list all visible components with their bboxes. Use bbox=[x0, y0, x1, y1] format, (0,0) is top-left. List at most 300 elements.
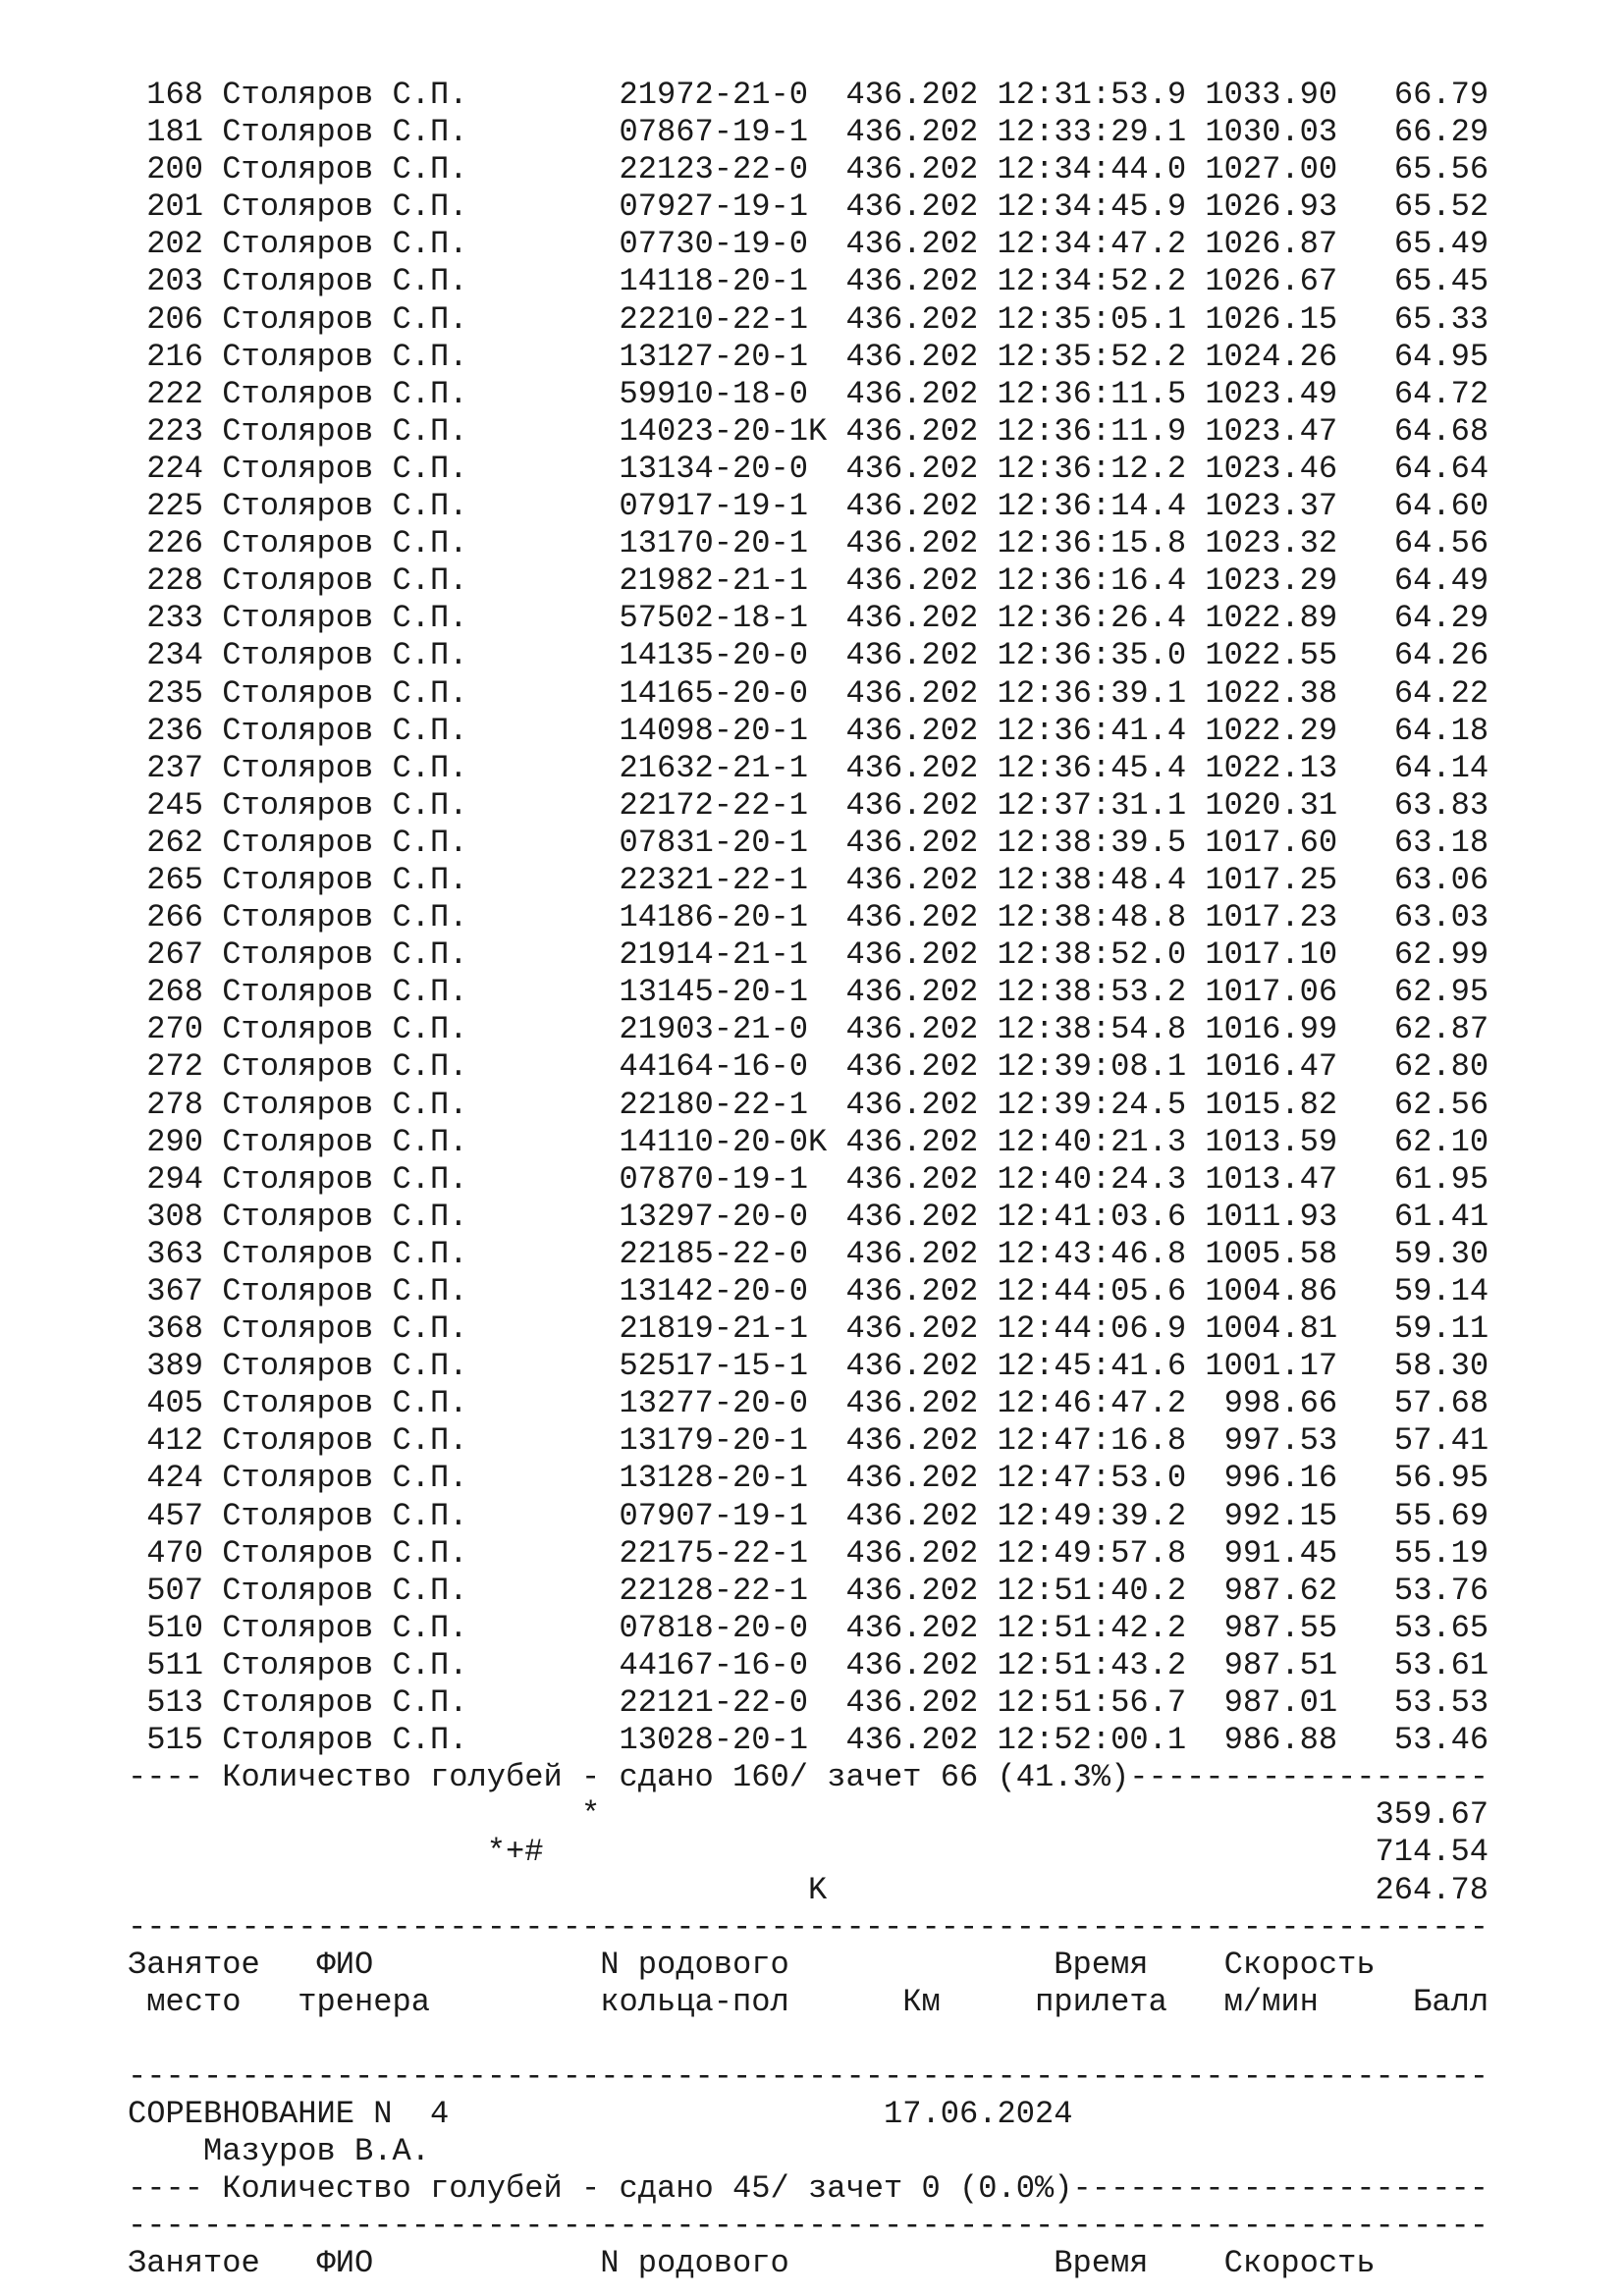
place-cell: 267 bbox=[128, 936, 223, 974]
time-cell: 12:38:39.5 bbox=[997, 824, 1206, 861]
ring-cell: 22172-22-1 bbox=[619, 786, 846, 824]
time-cell: 12:34:52.2 bbox=[997, 263, 1206, 300]
header-speed: Скорость bbox=[1223, 2245, 1376, 2282]
speed-cell: 1027.00 bbox=[1205, 151, 1338, 188]
place-cell: 511 bbox=[128, 1646, 223, 1683]
table-row bbox=[128, 525, 1561, 562]
points-cell: 63.06 bbox=[1337, 861, 1489, 898]
time-cell: 12:49:39.2 bbox=[997, 1497, 1206, 1534]
km-cell: 436.202 bbox=[845, 674, 998, 712]
time-cell: 12:37:31.1 bbox=[997, 786, 1206, 824]
points-cell: 61.41 bbox=[1337, 1198, 1489, 1235]
table-row bbox=[128, 1647, 1561, 1684]
ring-cell: 13128-20-1 bbox=[619, 1460, 846, 1497]
speed-cell: 1022.13 bbox=[1205, 749, 1338, 786]
ring-cell: 14186-20-1 bbox=[619, 899, 846, 936]
time-cell: 12:39:24.5 bbox=[997, 1086, 1206, 1123]
trainer-cell: Столяров С.П. bbox=[222, 226, 620, 263]
km-cell: 436.202 bbox=[845, 525, 998, 562]
speed-cell: 992.15 bbox=[1205, 1497, 1338, 1534]
place-cell: 470 bbox=[128, 1534, 223, 1572]
speed-cell: 1017.25 bbox=[1205, 861, 1338, 898]
place-cell: 457 bbox=[128, 1497, 223, 1534]
speed-cell: 987.55 bbox=[1205, 1609, 1338, 1646]
time-cell: 12:52:00.1 bbox=[997, 1722, 1206, 1759]
header-speed-2: м/мин bbox=[1223, 1983, 1414, 2020]
table-row bbox=[128, 862, 1561, 899]
points-cell: 64.18 bbox=[1337, 712, 1489, 749]
trainer-cell: Столяров С.П. bbox=[222, 450, 620, 487]
km-cell: 436.202 bbox=[845, 1011, 998, 1048]
table-row bbox=[128, 413, 1561, 451]
ring-cell: 21914-21-1 bbox=[619, 936, 846, 974]
place-cell: 235 bbox=[128, 674, 223, 712]
header-name: ФИО bbox=[316, 2245, 601, 2282]
time-cell: 12:33:29.1 bbox=[997, 114, 1206, 151]
trainer-cell: Столяров С.П. bbox=[222, 562, 620, 600]
km-cell: 436.202 bbox=[845, 1722, 998, 1759]
speed-cell: 1022.38 bbox=[1205, 674, 1338, 712]
time-cell: 12:39:08.1 bbox=[997, 1048, 1206, 1086]
km-cell: 436.202 bbox=[845, 1160, 998, 1198]
trainer-cell: Столяров С.П. bbox=[222, 1348, 620, 1385]
place-cell: 181 bbox=[128, 114, 223, 151]
km-cell: 436.202 bbox=[845, 488, 998, 525]
place-cell: 272 bbox=[128, 1048, 223, 1086]
speed-cell: 1022.29 bbox=[1205, 712, 1338, 749]
place-cell: 265 bbox=[128, 861, 223, 898]
ring-cell: 13297-20-0 bbox=[619, 1198, 846, 1235]
speed-cell: 1017.06 bbox=[1205, 974, 1338, 1011]
km-cell: 436.202 bbox=[845, 786, 998, 824]
km-cell: 436.202 bbox=[845, 1572, 998, 1609]
time-cell: 12:40:21.3 bbox=[997, 1123, 1206, 1160]
trainer-cell: Столяров С.П. bbox=[222, 1011, 620, 1048]
ring-cell: 52517-15-1 bbox=[619, 1348, 846, 1385]
points-cell: 62.56 bbox=[1337, 1086, 1489, 1123]
competition-title-line bbox=[128, 2096, 1561, 2133]
competition-trainer-line bbox=[128, 2133, 1561, 2170]
table-row bbox=[128, 451, 1561, 488]
points-cell: 64.56 bbox=[1337, 525, 1489, 562]
trainer-cell: Столяров С.П. bbox=[222, 1422, 620, 1460]
table-row bbox=[128, 1273, 1561, 1310]
time-cell: 12:34:45.9 bbox=[997, 188, 1206, 226]
header-speed: Скорость bbox=[1223, 1946, 1376, 1983]
speed-cell: 1005.58 bbox=[1205, 1235, 1338, 1272]
summary-count-line: ---- Количество голубей - сдано 160/ зачет 66 (41.3%)------------------- bbox=[128, 1759, 1489, 1796]
time-cell: 12:38:52.0 bbox=[997, 936, 1206, 974]
header-time: Время bbox=[1054, 2245, 1224, 2282]
trainer-cell: Столяров С.П. bbox=[222, 77, 620, 113]
ring-cell: 13127-20-1 bbox=[619, 338, 846, 375]
points-cell: 57.68 bbox=[1337, 1385, 1489, 1422]
time-cell: 12:36:41.4 bbox=[997, 712, 1206, 749]
competition-date: 17.06.2024 bbox=[884, 2096, 1073, 2133]
table-row bbox=[128, 1385, 1561, 1422]
speed-cell: 1022.89 bbox=[1205, 600, 1338, 637]
rule-2: ------------------------------------------------------------------------ bbox=[128, 2057, 1489, 2095]
km-cell: 436.202 bbox=[845, 412, 998, 450]
km-cell: 436.202 bbox=[845, 1310, 998, 1348]
speed-cell: 1026.67 bbox=[1205, 263, 1338, 300]
table-row bbox=[128, 974, 1561, 1011]
place-cell: 245 bbox=[128, 786, 223, 824]
ring-cell: 21982-21-1 bbox=[619, 562, 846, 600]
trainer-cell: Столяров С.П. bbox=[222, 1684, 620, 1722]
trainer-cell: Столяров С.П. bbox=[222, 188, 620, 226]
table-row bbox=[128, 713, 1561, 750]
points-cell: 53.53 bbox=[1337, 1684, 1489, 1722]
summary-totals bbox=[128, 1796, 1561, 1908]
time-cell: 12:43:46.8 bbox=[997, 1235, 1206, 1272]
trainer-cell: Столяров С.П. bbox=[222, 1273, 620, 1309]
blank-line bbox=[128, 2021, 1561, 2058]
time-cell: 12:36:39.1 bbox=[997, 674, 1206, 712]
total-value: 264.78 bbox=[827, 1871, 1489, 1908]
trainer-cell: Столяров С.П. bbox=[222, 412, 620, 450]
points-cell: 62.95 bbox=[1337, 974, 1489, 1011]
place-cell: 515 bbox=[128, 1722, 223, 1759]
table-header-bottom bbox=[128, 2245, 1561, 2282]
km-cell: 436.202 bbox=[845, 1646, 998, 1683]
ring-cell: 22123-22-0 bbox=[619, 151, 846, 188]
competition-count-line: ---- Количество голубей - сдано 45/ зачет 0 (0.0%)---------------------- bbox=[128, 2170, 1489, 2208]
trainer-cell: Столяров С.П. bbox=[222, 300, 620, 338]
place-cell: 226 bbox=[128, 525, 223, 562]
points-cell: 55.69 bbox=[1337, 1497, 1489, 1534]
trainer-cell: Столяров С.П. bbox=[222, 1385, 620, 1422]
table-row bbox=[128, 301, 1561, 339]
ring-cell: 13028-20-1 bbox=[619, 1722, 846, 1759]
points-cell: 64.95 bbox=[1337, 338, 1489, 375]
points-cell: 63.03 bbox=[1337, 899, 1489, 936]
km-cell: 436.202 bbox=[845, 974, 998, 1011]
ring-cell: 22321-22-1 bbox=[619, 861, 846, 898]
ring-cell: 22180-22-1 bbox=[619, 1086, 846, 1123]
km-cell: 436.202 bbox=[845, 151, 998, 188]
time-cell: 12:38:48.4 bbox=[997, 861, 1206, 898]
ring-cell: 22175-22-1 bbox=[619, 1534, 846, 1572]
trainer-cell: Столяров С.П. bbox=[222, 899, 620, 936]
speed-cell: 1013.47 bbox=[1205, 1160, 1338, 1198]
ring-cell: 13134-20-0 bbox=[619, 450, 846, 487]
points-cell: 64.49 bbox=[1337, 562, 1489, 600]
total-value: 359.67 bbox=[600, 1796, 1489, 1834]
trainer-cell: Столяров С.П. bbox=[222, 749, 620, 786]
time-cell: 12:36:16.4 bbox=[997, 562, 1206, 600]
speed-cell: 1020.31 bbox=[1205, 786, 1338, 824]
points-cell: 65.45 bbox=[1337, 263, 1489, 300]
place-cell: 237 bbox=[128, 749, 223, 786]
points-cell: 58.30 bbox=[1337, 1348, 1489, 1385]
time-cell: 12:36:14.4 bbox=[997, 488, 1206, 525]
km-cell: 436.202 bbox=[845, 338, 998, 375]
speed-cell: 1026.15 bbox=[1205, 300, 1338, 338]
table-row bbox=[128, 1498, 1561, 1535]
competition-number: 4 bbox=[410, 2096, 885, 2133]
time-cell: 12:47:53.0 bbox=[997, 1460, 1206, 1497]
km-cell: 436.202 bbox=[845, 600, 998, 637]
ring-cell: 07818-20-0 bbox=[619, 1609, 846, 1646]
trainer-cell: Столяров С.П. bbox=[222, 1048, 620, 1086]
trainer-cell: Столяров С.П. bbox=[222, 488, 620, 525]
points-cell: 53.65 bbox=[1337, 1609, 1489, 1646]
km-cell: 436.202 bbox=[845, 1497, 998, 1534]
time-cell: 12:38:53.2 bbox=[997, 974, 1206, 1011]
table-header-line-2 bbox=[128, 1984, 1561, 2021]
time-cell: 12:38:54.8 bbox=[997, 1011, 1206, 1048]
speed-cell: 1022.55 bbox=[1205, 637, 1338, 674]
table-row bbox=[128, 188, 1561, 226]
points-cell: 62.10 bbox=[1337, 1123, 1489, 1160]
header-name-2: тренера bbox=[298, 1983, 601, 2020]
points-cell: 64.26 bbox=[1337, 637, 1489, 674]
ring-cell: 13170-20-1 bbox=[619, 525, 846, 562]
speed-cell: 998.66 bbox=[1205, 1385, 1338, 1422]
table-row bbox=[128, 226, 1561, 263]
speed-cell: 1017.60 bbox=[1205, 824, 1338, 861]
place-cell: 510 bbox=[128, 1609, 223, 1646]
km-cell: 436.202 bbox=[845, 861, 998, 898]
ring-cell: 07927-19-1 bbox=[619, 188, 846, 226]
trainer-cell: Столяров С.П. bbox=[222, 338, 620, 375]
km-cell: 436.202 bbox=[845, 263, 998, 300]
speed-cell: 1023.47 bbox=[1205, 412, 1338, 450]
table-row bbox=[128, 263, 1561, 300]
place-cell: 278 bbox=[128, 1086, 223, 1123]
speed-cell: 997.53 bbox=[1205, 1422, 1338, 1460]
speed-cell: 987.51 bbox=[1205, 1646, 1338, 1683]
trainer-cell: Столяров С.П. bbox=[222, 1123, 620, 1160]
header-ring: N родового bbox=[600, 1946, 1055, 1983]
time-cell: 12:44:06.9 bbox=[997, 1310, 1206, 1348]
km-cell: 436.202 bbox=[845, 936, 998, 974]
place-cell: 290 bbox=[128, 1123, 223, 1160]
total-mark: * bbox=[128, 1796, 601, 1834]
ring-cell: 44167-16-0 bbox=[619, 1646, 846, 1683]
table-row bbox=[128, 339, 1561, 376]
points-cell: 64.22 bbox=[1337, 674, 1489, 712]
place-cell: 367 bbox=[128, 1273, 223, 1309]
points-cell: 64.29 bbox=[1337, 600, 1489, 637]
table-header-line-1 bbox=[128, 1947, 1561, 1984]
table-row bbox=[128, 936, 1561, 974]
trainer-cell: Столяров С.П. bbox=[222, 1235, 620, 1272]
trainer-cell: Столяров С.П. bbox=[222, 1572, 620, 1609]
table-row bbox=[128, 1422, 1561, 1460]
speed-cell: 1013.59 bbox=[1205, 1123, 1338, 1160]
header-time: Время bbox=[1054, 1946, 1224, 1983]
header-time-2: прилета bbox=[1035, 1983, 1224, 2020]
header-km: Км bbox=[902, 1983, 1036, 2020]
time-cell: 12:35:52.2 bbox=[997, 338, 1206, 375]
place-cell: 513 bbox=[128, 1684, 223, 1722]
rule-1: ------------------------------------------------------------------------ bbox=[128, 1908, 1489, 1946]
km-cell: 436.202 bbox=[845, 824, 998, 861]
place-cell: 222 bbox=[128, 375, 223, 412]
km-cell: 436.202 bbox=[845, 712, 998, 749]
points-cell: 64.72 bbox=[1337, 375, 1489, 412]
place-cell: 228 bbox=[128, 562, 223, 600]
total-row bbox=[128, 1834, 1561, 1871]
table-row bbox=[128, 1011, 1561, 1048]
total-mark: *+# bbox=[128, 1834, 544, 1871]
results-table bbox=[128, 77, 1561, 1759]
trainer-cell: Столяров С.П. bbox=[222, 114, 620, 151]
total-mark: K bbox=[128, 1871, 828, 1908]
table-row bbox=[128, 376, 1561, 413]
ring-cell: 44164-16-0 bbox=[619, 1048, 846, 1086]
place-cell: 206 bbox=[128, 300, 223, 338]
table-row bbox=[128, 637, 1561, 674]
speed-cell: 1024.26 bbox=[1205, 338, 1338, 375]
time-cell: 12:36:35.0 bbox=[997, 637, 1206, 674]
km-cell: 436.202 bbox=[845, 1348, 998, 1385]
header-ring-2: кольца-пол bbox=[600, 1983, 903, 2020]
table-row bbox=[128, 899, 1561, 936]
place-cell: 308 bbox=[128, 1198, 223, 1235]
time-cell: 12:36:15.8 bbox=[997, 525, 1206, 562]
table-row bbox=[128, 1348, 1561, 1385]
rule-3: ------------------------------------------------------------------------ bbox=[128, 2208, 1489, 2245]
trainer-cell: Столяров С.П. bbox=[222, 1310, 620, 1348]
ring-cell: 21972-21-0 bbox=[619, 77, 846, 113]
place-cell: 270 bbox=[128, 1011, 223, 1048]
table-row bbox=[128, 1535, 1561, 1573]
time-cell: 12:36:26.4 bbox=[997, 600, 1206, 637]
ring-cell: 07730-19-0 bbox=[619, 226, 846, 263]
place-cell: 216 bbox=[128, 338, 223, 375]
time-cell: 12:40:24.3 bbox=[997, 1160, 1206, 1198]
km-cell: 436.202 bbox=[845, 1123, 998, 1160]
points-cell: 55.19 bbox=[1337, 1534, 1489, 1572]
trainer-cell: Столяров С.П. bbox=[222, 263, 620, 300]
place-cell: 233 bbox=[128, 600, 223, 637]
points-cell: 59.30 bbox=[1337, 1235, 1489, 1272]
trainer-cell: Столяров С.П. bbox=[222, 1497, 620, 1534]
table-row bbox=[128, 1124, 1561, 1161]
speed-cell: 1016.99 bbox=[1205, 1011, 1338, 1048]
points-cell: 64.14 bbox=[1337, 749, 1489, 786]
table-row bbox=[128, 1684, 1561, 1722]
trainer-cell: Столяров С.П. bbox=[222, 637, 620, 674]
speed-cell: 1030.03 bbox=[1205, 114, 1338, 151]
place-cell: 224 bbox=[128, 450, 223, 487]
km-cell: 436.202 bbox=[845, 450, 998, 487]
points-cell: 66.29 bbox=[1337, 114, 1489, 151]
table-row bbox=[128, 114, 1561, 151]
km-cell: 436.202 bbox=[845, 1385, 998, 1422]
place-cell: 201 bbox=[128, 188, 223, 226]
table-row bbox=[128, 1610, 1561, 1647]
trainer-cell: Столяров С.П. bbox=[222, 525, 620, 562]
speed-cell: 1004.81 bbox=[1205, 1310, 1338, 1348]
time-cell: 12:36:11.5 bbox=[997, 375, 1206, 412]
speed-cell: 986.88 bbox=[1205, 1722, 1338, 1759]
km-cell: 436.202 bbox=[845, 300, 998, 338]
ring-cell: 14135-20-0 bbox=[619, 637, 846, 674]
km-cell: 436.202 bbox=[845, 77, 998, 113]
trainer-cell: Столяров С.П. bbox=[222, 712, 620, 749]
time-cell: 12:51:56.7 bbox=[997, 1684, 1206, 1722]
total-value: 714.54 bbox=[543, 1834, 1489, 1871]
points-cell: 59.14 bbox=[1337, 1273, 1489, 1309]
header-name: ФИО bbox=[316, 1946, 601, 1983]
place-cell: 225 bbox=[128, 488, 223, 525]
ring-cell: 22210-22-1 bbox=[619, 300, 846, 338]
place-cell: 200 bbox=[128, 151, 223, 188]
competition-trainer: Мазуров В.А. bbox=[128, 2133, 431, 2170]
time-cell: 12:36:45.4 bbox=[997, 749, 1206, 786]
time-cell: 12:51:43.2 bbox=[997, 1646, 1206, 1683]
table-row bbox=[128, 1048, 1561, 1086]
points-cell: 65.52 bbox=[1337, 188, 1489, 226]
table-row bbox=[128, 1161, 1561, 1199]
time-cell: 12:34:44.0 bbox=[997, 151, 1206, 188]
trainer-cell: Столяров С.П. bbox=[222, 1160, 620, 1198]
trainer-cell: Столяров С.П. bbox=[222, 1086, 620, 1123]
speed-cell: 987.01 bbox=[1205, 1684, 1338, 1722]
place-cell: 412 bbox=[128, 1422, 223, 1460]
speed-cell: 1033.90 bbox=[1205, 77, 1338, 113]
km-cell: 436.202 bbox=[845, 1534, 998, 1572]
points-cell: 61.95 bbox=[1337, 1160, 1489, 1198]
time-cell: 12:51:42.2 bbox=[997, 1609, 1206, 1646]
trainer-cell: Столяров С.П. bbox=[222, 1609, 620, 1646]
ring-cell: 07917-19-1 bbox=[619, 488, 846, 525]
time-cell: 12:31:53.9 bbox=[997, 77, 1206, 113]
table-row bbox=[128, 488, 1561, 525]
header-ring: N родового bbox=[600, 2245, 1055, 2282]
trainer-cell: Столяров С.П. bbox=[222, 1198, 620, 1235]
km-cell: 436.202 bbox=[845, 1609, 998, 1646]
ring-cell: 57502-18-1 bbox=[619, 600, 846, 637]
table-row bbox=[128, 151, 1561, 188]
speed-cell: 1026.87 bbox=[1205, 226, 1338, 263]
points-cell: 59.11 bbox=[1337, 1310, 1489, 1348]
speed-cell: 1026.93 bbox=[1205, 188, 1338, 226]
speed-cell: 1023.29 bbox=[1205, 562, 1338, 600]
place-cell: 234 bbox=[128, 637, 223, 674]
place-cell: 294 bbox=[128, 1160, 223, 1198]
place-cell: 363 bbox=[128, 1235, 223, 1272]
ring-cell: 07907-19-1 bbox=[619, 1497, 846, 1534]
time-cell: 12:47:16.8 bbox=[997, 1422, 1206, 1460]
speed-cell: 991.45 bbox=[1205, 1534, 1338, 1572]
speed-cell: 1023.46 bbox=[1205, 450, 1338, 487]
table-row bbox=[128, 562, 1561, 600]
speed-cell: 987.62 bbox=[1205, 1572, 1338, 1609]
ring-cell: 14165-20-0 bbox=[619, 674, 846, 712]
ring-cell: 14098-20-1 bbox=[619, 712, 846, 749]
km-cell: 436.202 bbox=[845, 562, 998, 600]
table-row bbox=[128, 1236, 1561, 1273]
trainer-cell: Столяров С.П. bbox=[222, 861, 620, 898]
table-row bbox=[128, 787, 1561, 825]
km-cell: 436.202 bbox=[845, 1460, 998, 1497]
place-cell: 389 bbox=[128, 1348, 223, 1385]
place-cell: 268 bbox=[128, 974, 223, 1011]
place-cell: 424 bbox=[128, 1460, 223, 1497]
points-cell: 57.41 bbox=[1337, 1422, 1489, 1460]
header-place: Занятое bbox=[128, 2245, 317, 2282]
km-cell: 436.202 bbox=[845, 749, 998, 786]
results-sheet bbox=[128, 77, 1561, 2283]
place-cell: 202 bbox=[128, 226, 223, 263]
place-cell: 262 bbox=[128, 824, 223, 861]
time-cell: 12:45:41.6 bbox=[997, 1348, 1206, 1385]
